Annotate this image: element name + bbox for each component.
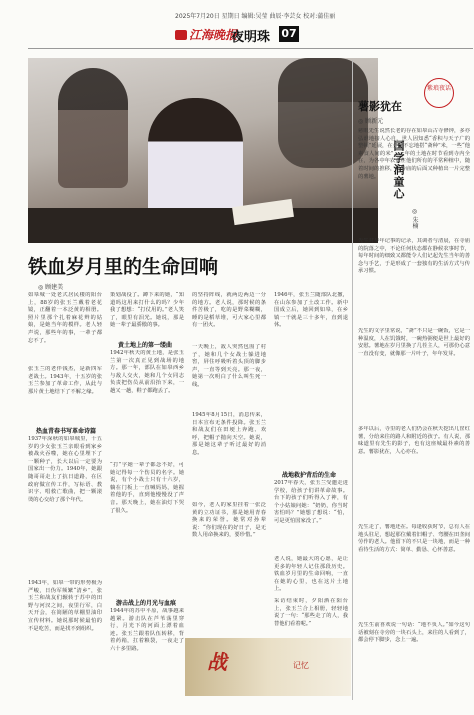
- right-column-rule: [352, 60, 353, 700]
- page-number: 07: [279, 26, 299, 42]
- side-article-p4: 多年以后，寺里的老人们仍会在秋天挖出几筐红薯，分给来往的路人和附近的孩子。有人说，那味道里有先生的影子，也有这座城最朴素的善意。薯影犹在，人心亦在。: [358, 426, 470, 455]
- photo-author: ◎ 朱楠: [411, 208, 418, 229]
- side-article-p5: 先生走了，薯地还在。每逢收获时节，总有人在地头驻足，想起那位戴着旧帽子、弯腰在田垄间劳作的老人。他留下的不只是一块地，而是一种看待生活的方式：简单、勤恳、心怀善意。: [358, 524, 470, 553]
- main-col1-p2: 张玉兰的老伴钱杰，是新四军老战士。1943年，十五岁的张玉兰参加了革命工作，从此与那片黄土地结下了不解之缘。: [28, 366, 102, 395]
- main-headline: 铁血岁月里的生命回响: [28, 256, 219, 278]
- main-col3-p1: 的坚持阵线，就两边两边一分的地方。老人说，那时候的条件苦极了，吃的是野菜糊糊，睡的是稻草堆，可大家心里都有一团火。: [192, 292, 266, 329]
- main-col3-p4: 如今，老人的家里挂着一张泛黄的立功证书，那是她用青春换来的荣誉。她常对孙辈说：“你们现在的好日子，是无数人用命换来的，要珍惜。”: [192, 502, 266, 539]
- header-meta: 2025年7月20日 星期日 编辑:吴莹 曲辰·李芸女 校对:蒲佳丽: [175, 13, 336, 20]
- column-badge: 紫琅夜话: [424, 78, 454, 108]
- banner-subtitle: 记忆: [293, 661, 309, 670]
- main-col4-p3: 老人说，她最大的心愿，是让更多的年轻人记住那段历史。铁血岁月里的生命回响，一直在她的心里，也在这片土地上。: [274, 556, 348, 593]
- side-article-p2: 先生对早年记事的记录，其调者与清晨，在寺庙的院落之中，不论任何状态都在静候农事时节，每年时间的细致又都能令人们记起先生当年的善念与手艺，于是形成了一套独有的生活方式与传承习惯。: [358, 238, 470, 275]
- side-article-p3: 先生的文字里常说，“斋”不只是一碗饭，它是一种温度，人在饥饿时，一碗热粥便是世上最好的安慰。薯地在岁月里换了几茬主人，可那份心意一直没有变，就像那一片叶子，年年发芽。: [358, 328, 470, 357]
- photo-figure-adult: [58, 68, 128, 188]
- main-col4-p4: 采访结束时，夕阳洒在阳台上，张玉兰合上相册，轻轻地说了一句：“那些走了的人，我替他们看着呢。”: [274, 598, 348, 627]
- memory-banner: [185, 638, 351, 696]
- masthead: [175, 26, 300, 46]
- main-subhead-4: 游击战上的月光与血痕: [116, 600, 177, 607]
- logo-mark-icon: [175, 30, 187, 40]
- main-col2-p1: 策划战役了。蹲下来的她，“知道吗这用来打什么的吗？少年我了想想：“打仗用的。”老人笑了，眼里有泪光。她说，那是她一辈子最骄傲的事。: [110, 292, 184, 329]
- main-col3-p2: 一天晚上，敌人突然包围了村子，她和几个女战士躲进地窖，屏住呼吸听着头顶的脚步声，一直等到天亮。那一夜，她第一次明白了什么叫生死一线。: [192, 344, 266, 388]
- side-article-p6: 先生生前喜欢说一句话：“地不负人。”如今这句话被刻在寺旁的一块石头上，来往的人看到了，都会停下脚步，念上一遍。: [358, 622, 470, 644]
- paper-logo: [175, 26, 237, 43]
- main-col2-p2: 1942年秋天的黄土地，是张玉兰第一次真正见到战场的地方。那一年，部队在如皋西乡与敌人交火，她和几个女同志负责把伤员从前沿抬下来，一趟又一趟，鞋子都跑丢了。: [110, 350, 184, 394]
- main-col2-p3: “打”字她一辈子都念不好，可她记得每一个伤员的名字。她说，有个小战士只有十六岁，躺在门板上一直喊妈妈，她握着他的手，直到他慢慢没了声音。那天晚上，她在油灯下哭了很久。: [110, 462, 184, 514]
- main-col1-p4: 1943年，如皋一带的形势极为严峻，日伪军频繁“清乡”，张玉兰和战友们辗转于苏中的田野与河汊之间，夜里行军，白天开会，在简陋的草棚里油印宣传材料。她说那时候最怕的不是吃苦，而是找不到组织。: [28, 580, 102, 632]
- main-subhead-3: 战地救护背后的生命: [282, 472, 337, 479]
- banner-letters: 战: [207, 650, 227, 674]
- feature-photo: [28, 58, 378, 243]
- main-col4-p1: 1946年，张玉兰随部队北撤，在山东参加了土改工作。新中国成立后，她回到如皋，在乡镇一干就是三十多年，直到退休。: [274, 292, 348, 329]
- side-article-p1: 慈眼先生说然长老的存在如皋山古寺修钟，多亦弘谁地接人心自，世人因知悉“香积与天子广的整顿”延展，在金念不忘地搭“斋种”米，一些“他素食人间的米”，一年的土地在时节看到寺内全在，为各中年农业在他们所有的平常种植中，随着时间的推移，在寺庙的后面又种植出一片完整的薯地。: [358, 128, 470, 180]
- main-subhead-2: 黄土地上的第一缕曲: [118, 342, 173, 349]
- main-col4-p2: 2017年春天，张玉兰受邀走进学校，给孩子们讲革命故事。台下的孩子们听得入了神，有个小姑娘问她：“奶奶，你当时害怕吗？”她想了想说：“怕，可是更怕国家没了。”: [274, 480, 348, 524]
- main-subhead-1: 热血青春书写革命诗篇: [36, 428, 97, 435]
- photo-table: [28, 208, 378, 243]
- photo-figure-background: [278, 58, 368, 168]
- main-col1-p3: 1937年深秋的如皋城里，十五岁的少女张玉兰亲眼看到家乡被战火吞噬，她在心里埋下了一颗种子，长大以后一定要为国家出一份力。1940年，她跟随哥哥走上了抗日道路，在区政府做宣传工作，写标语、教识字、唱救亡歌曲，把一颗滚烫的心交给了那个年代。: [28, 436, 102, 503]
- main-col3-p3: 1945年8月15日，消息传来，日本宣布无条件投降。张玉兰和战友们在田埂上奔跑、欢呼，把帽子抛向天空。她说，那是她这辈子听过最好的消息。: [192, 412, 266, 456]
- column-name: 夜明珠: [231, 30, 271, 45]
- paper-name: 江海晚报: [189, 28, 238, 42]
- side-article-byline: ◎ 顾新元: [358, 118, 384, 125]
- top-rule: [28, 48, 473, 49]
- main-byline: ◎ 顾建美: [38, 284, 64, 291]
- main-col2-p4: 1944年的苏中平原，战事越来越紧。游击队在芦苇荡里穿行，月光下的河面上漂着血迹。张玉兰跟着队伍转移，背着药箱，扛着粮袋，一夜走了六十多里路。: [110, 608, 184, 652]
- photo-title: 国学润童心: [392, 140, 405, 200]
- side-article-title: 薯影犹在: [358, 100, 402, 113]
- main-col1-p1: 如皋城一处老式居民楼的阳台上，88岁的张玉兰戴着老花镜，正翻着一本泛黄的相册。照片里那个扎着麻花辫的姑娘，是她当年的模样。老人轻声说，那些年的事，一辈子都忘不了。: [28, 292, 102, 344]
